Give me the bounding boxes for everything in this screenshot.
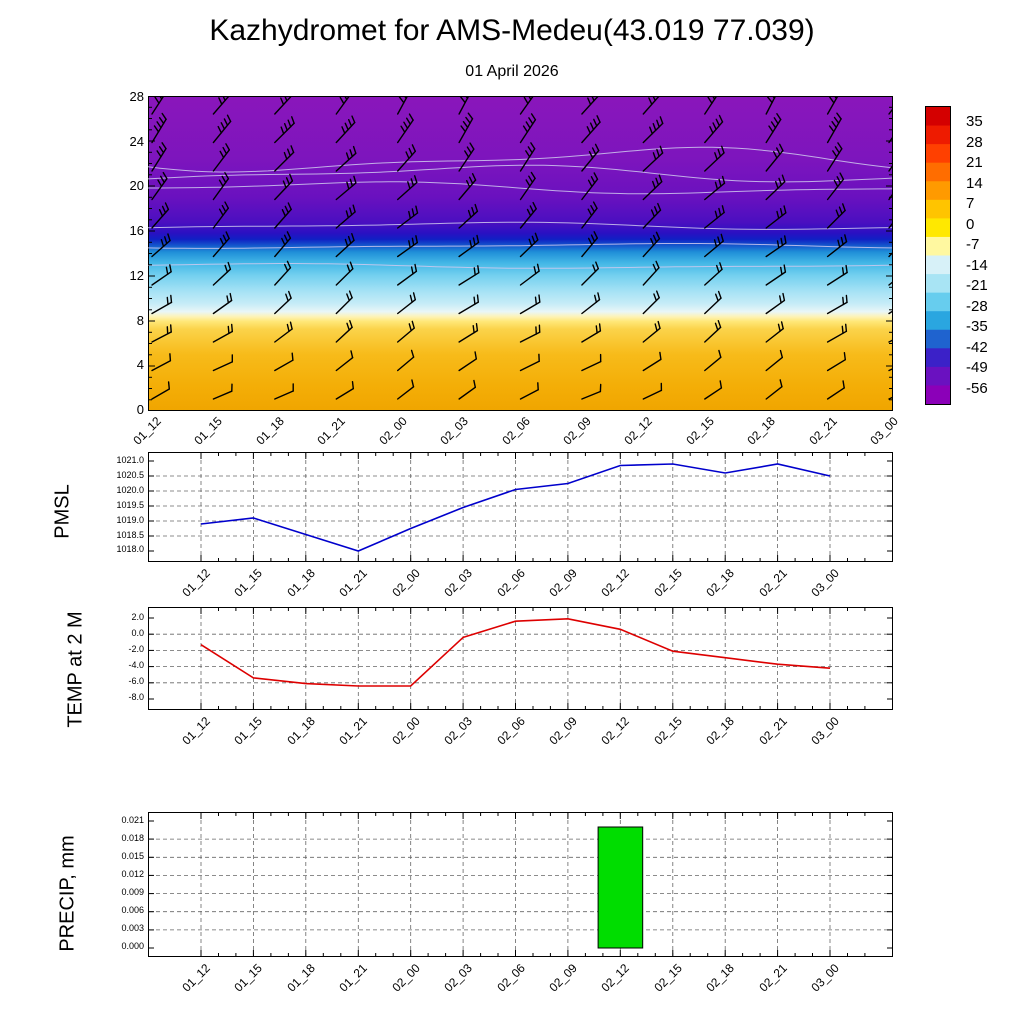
x-tick-label: 02_15 [651,714,685,748]
x-tick-label: 01_12 [179,961,213,995]
colorbar-tick-label: -28 [966,297,988,315]
colorbar-tick-label: 21 [966,154,983,172]
precip-chart [148,812,893,957]
x-tick-label: 02_00 [389,566,423,600]
y-tick-label: 1021.0 [116,455,144,466]
x-tick-label: 02_15 [683,414,717,448]
y-tick-label: 0.009 [121,887,144,898]
precip-plot-area [149,813,892,956]
x-tick-label: 02_06 [493,566,528,600]
y-tick-label: 0.0 [131,628,144,639]
x-tick-label: 01_15 [231,714,266,748]
y-tick-label: 0 [136,401,144,417]
x-tick-label: 02_21 [755,961,790,995]
pmsl-chart [148,452,893,562]
y-tick-label: -4.0 [128,660,144,671]
y-tick-label: 1018.0 [116,544,144,555]
colorbar-tick-label: 0 [966,215,975,233]
x-tick-label: 02_06 [498,414,533,448]
x-tick-label: 02_21 [805,414,840,448]
x-tick-label: 03_00 [808,714,842,748]
upper-air-chart [148,96,893,411]
pmsl-plot-area [149,453,892,561]
y-tick-label: -2.0 [128,644,144,655]
y-tick-label: 1019.0 [116,514,144,525]
y-tick-label: -8.0 [128,692,144,703]
x-tick-label: 02_03 [441,566,475,600]
temp-plot-area [149,608,892,709]
y-tick-label: 1020.5 [116,470,144,481]
x-tick-label: 02_21 [755,566,790,600]
x-tick-label: 03_00 [808,961,842,995]
y-tick-label: 0.012 [121,869,144,880]
x-tick-label: 02_00 [389,714,423,748]
colorbar-tick-label: 28 [966,133,983,151]
y-tick-label: 0.006 [121,905,144,916]
x-tick-label: 01_21 [336,714,371,748]
x-tick-label: 01_15 [231,566,266,600]
x-tick-label: 02_09 [560,414,594,448]
temp-chart [148,607,893,710]
y-tick-label: 0.015 [121,851,144,862]
colorbar-tick-label: -21 [966,277,988,295]
colorbar-tick-label: -7 [966,236,980,254]
temp-axis-label: TEMP at 2 M [64,611,87,728]
x-tick-label: 01_12 [179,566,213,600]
x-tick-label: 01_21 [336,961,371,995]
x-tick-label: 03_00 [808,566,842,600]
x-tick-label: 01_18 [253,414,287,448]
x-tick-label: 01_18 [284,714,318,748]
upper-air-plot-area [148,96,893,411]
y-tick-label: 16 [129,223,144,239]
x-tick-label: 02_03 [441,714,475,748]
x-tick-label: 01_21 [314,414,349,448]
y-tick-label: -6.0 [128,676,144,687]
y-tick-label: 12 [129,267,144,283]
x-tick-label: 02_09 [546,566,580,600]
colorbar-gradient [926,107,950,404]
y-tick-label: 0.000 [121,941,144,952]
x-tick-label: 02_21 [755,714,790,748]
x-tick-label: 01_12 [130,414,164,448]
y-tick-label: 1020.0 [116,485,144,496]
x-tick-label: 02_12 [598,714,633,748]
page-title: Kazhydromet for AMS-Medeu(43.019 77.039) [209,14,815,47]
y-tick-label: 8 [136,312,144,328]
colorbar-tick-label: 14 [966,174,983,192]
colorbar-tick-label: -56 [966,380,988,397]
x-tick-label: 02_18 [703,566,738,600]
x-tick-label: 02_06 [493,961,528,995]
y-tick-label: 2.0 [131,612,144,623]
x-tick-label: 02_12 [598,961,633,995]
x-tick-label: 02_18 [703,961,738,995]
x-tick-label: 02_12 [621,414,656,448]
x-tick-label: 01_21 [336,566,371,600]
precip-axis-label: PRECIP, mm [56,835,79,952]
x-tick-label: 01_18 [284,961,318,995]
colorbar-tick-label: -42 [966,338,988,356]
x-tick-label: 02_03 [441,961,475,995]
x-tick-label: 03_00 [867,414,901,448]
y-tick-label: 28 [129,88,144,104]
colorbar-tick-label: -49 [966,359,988,377]
x-tick-label: 02_18 [703,714,738,748]
y-tick-label: 1018.5 [116,529,144,540]
x-tick-label: 02_15 [651,566,685,600]
colorbar-tick-label: 7 [966,195,975,213]
colorbar-tick-label: -14 [966,256,988,274]
y-tick-label: 1019.5 [116,499,144,510]
x-tick-label: 01_18 [284,566,318,600]
x-tick-label: 01_15 [191,414,226,448]
x-tick-label: 01_15 [231,961,266,995]
page-subtitle: 01 April 2026 [465,63,559,80]
y-tick-label: 0.018 [121,833,144,844]
y-tick-label: 4 [136,357,144,373]
colorbar-tick-label: 35 [966,113,983,130]
x-tick-label: 02_06 [493,714,528,748]
x-tick-label: 02_00 [389,961,423,995]
x-tick-label: 01_12 [179,714,213,748]
y-tick-label: 20 [129,178,144,194]
colorbar-tick-label: -35 [966,318,988,336]
x-tick-label: 02_03 [437,414,471,448]
x-tick-label: 02_15 [651,961,685,995]
x-tick-label: 02_12 [598,566,633,600]
y-tick-label: 0.003 [121,923,144,934]
y-tick-label: 0.021 [121,815,144,826]
x-tick-label: 02_09 [546,714,580,748]
colorbar [925,106,951,405]
y-tick-label: 24 [129,133,144,149]
x-tick-label: 02_09 [546,961,580,995]
x-tick-label: 02_18 [744,414,779,448]
x-tick-label: 02_00 [376,414,410,448]
pmsl-axis-label: PMSL [51,484,74,539]
